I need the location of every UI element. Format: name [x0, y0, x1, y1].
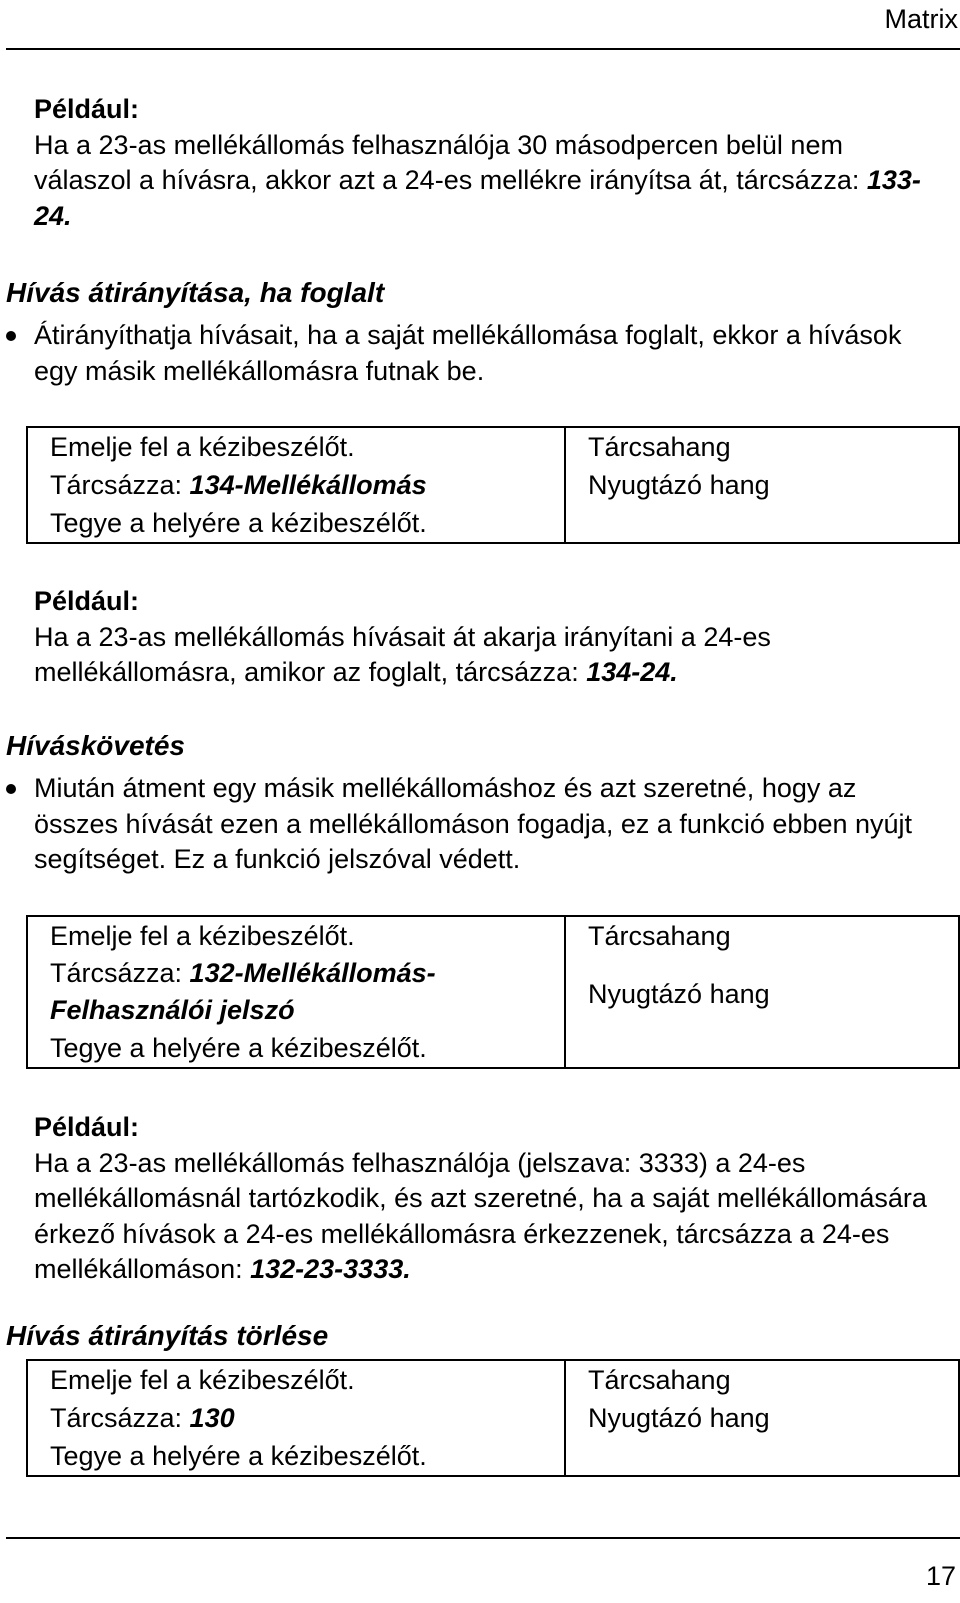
example-block-2 — [34, 584, 944, 691]
steps-cell — [27, 916, 565, 1068]
header-rule — [6, 48, 960, 50]
tones-cell — [565, 427, 959, 543]
tone-dial: Tárcsahang — [588, 921, 731, 951]
example-block-1 — [34, 92, 944, 234]
example-body: Ha a 23-as mellékállomás hívásait át akarja irányítani a 24-es mellékállomásra, amikor az foglalt, tárcsázza: — [34, 621, 771, 687]
step-dial-prefix: Tárcsázza: — [50, 958, 190, 988]
step-lift-handset: Emelje fel a kézibeszélőt. — [50, 921, 355, 951]
dial-code: 133-24. — [34, 165, 921, 231]
tone-confirm: Nyugtázó hang — [588, 979, 770, 1009]
example-label: Például: — [34, 1112, 140, 1142]
example-label: Például: — [34, 94, 140, 124]
step-dial-prefix: Tárcsázza: — [50, 1403, 190, 1433]
step-replace-handset: Tegye a helyére a kézibeszélőt. — [50, 508, 427, 538]
tone-confirm: Nyugtázó hang — [588, 1403, 770, 1433]
example-body: Ha a 23-as mellékállomás felhasználója 30 másodpercen belül nem válaszol a hívásra, akkor azt a 24-es mellékre irányítsa át, tárcsázza: — [34, 129, 867, 195]
example-label: Például: — [34, 586, 140, 616]
step-dial — [50, 466, 564, 504]
steps-cell — [27, 427, 565, 543]
example-body: Ha a 23-as mellékállomás felhasználója (jelszava: 3333) a 24-es mellékállomásnál tartózkodik, és azt szeretné, ha a saját mellékállomására érkező hívások a 24-es mellékállomásra érkezzenek, tárcsázza a 24-es mellékállomáson: — [34, 1147, 927, 1284]
footer-rule — [6, 1537, 960, 1539]
tone-dial: Tárcsahang — [588, 432, 731, 462]
example-text — [34, 1146, 944, 1288]
step-dial-code: 134-Mellékállomás — [189, 470, 427, 500]
step-dial-code-line2: Felhasználói jelszó — [50, 995, 295, 1025]
step-dial-code: 130 — [189, 1403, 235, 1433]
tone-confirm: Nyugtázó hang — [588, 470, 770, 500]
bullet-icon — [6, 784, 16, 794]
header-title: Matrix — [884, 4, 958, 34]
section-heading-call-follow: Híváskövetés — [6, 730, 186, 761]
tones-cell — [565, 1360, 959, 1476]
step-dial — [50, 1399, 564, 1437]
tones-cell — [565, 916, 959, 1068]
steps-table-cancel-forward — [26, 1359, 960, 1477]
step-lift-handset: Emelje fel a kézibeszélőt. — [50, 1365, 355, 1395]
bullet-icon — [6, 331, 16, 341]
tone-dial: Tárcsahang — [588, 1365, 731, 1395]
step-replace-handset: Tegye a helyére a kézibeszélőt. — [50, 1033, 427, 1063]
page-number: 17 — [925, 1561, 956, 1591]
example-text — [34, 128, 944, 235]
bullet-text: Átirányíthatja hívásait, ha a saját mellékállomása foglalt, ekkor a hívások egy másik mellékállomásra futnak be. — [34, 320, 902, 386]
step-dial-prefix: Tárcsázza: — [50, 470, 190, 500]
bullet-text: Miután átment egy másik mellékállomáshoz és azt szeretné, hogy az összes hívását ezen a mellékállomáson fogadja, ez a funkció ebben nyújt segítséget. Ez a funkció jelszóval védett. — [34, 773, 913, 874]
section-heading-cancel-forward: Hívás átirányítás törlése — [6, 1320, 329, 1351]
steps-table-call-follow — [26, 915, 960, 1069]
steps-cell — [27, 1360, 565, 1476]
step-dial — [50, 955, 564, 992]
dial-code: 134-24. — [586, 657, 678, 687]
step-lift-handset: Emelje fel a kézibeszélőt. — [50, 432, 355, 462]
example-block-3 — [34, 1110, 944, 1288]
dial-code: 132-23-3333. — [250, 1254, 411, 1284]
example-text — [34, 620, 944, 691]
steps-table-busy-forward — [26, 426, 960, 544]
step-replace-handset: Tegye a helyére a kézibeszélőt. — [50, 1441, 427, 1471]
step-dial-code-line1: 132-Mellékállomás- — [189, 958, 436, 988]
section-heading-busy-forward: Hívás átirányítása, ha foglalt — [6, 277, 385, 308]
